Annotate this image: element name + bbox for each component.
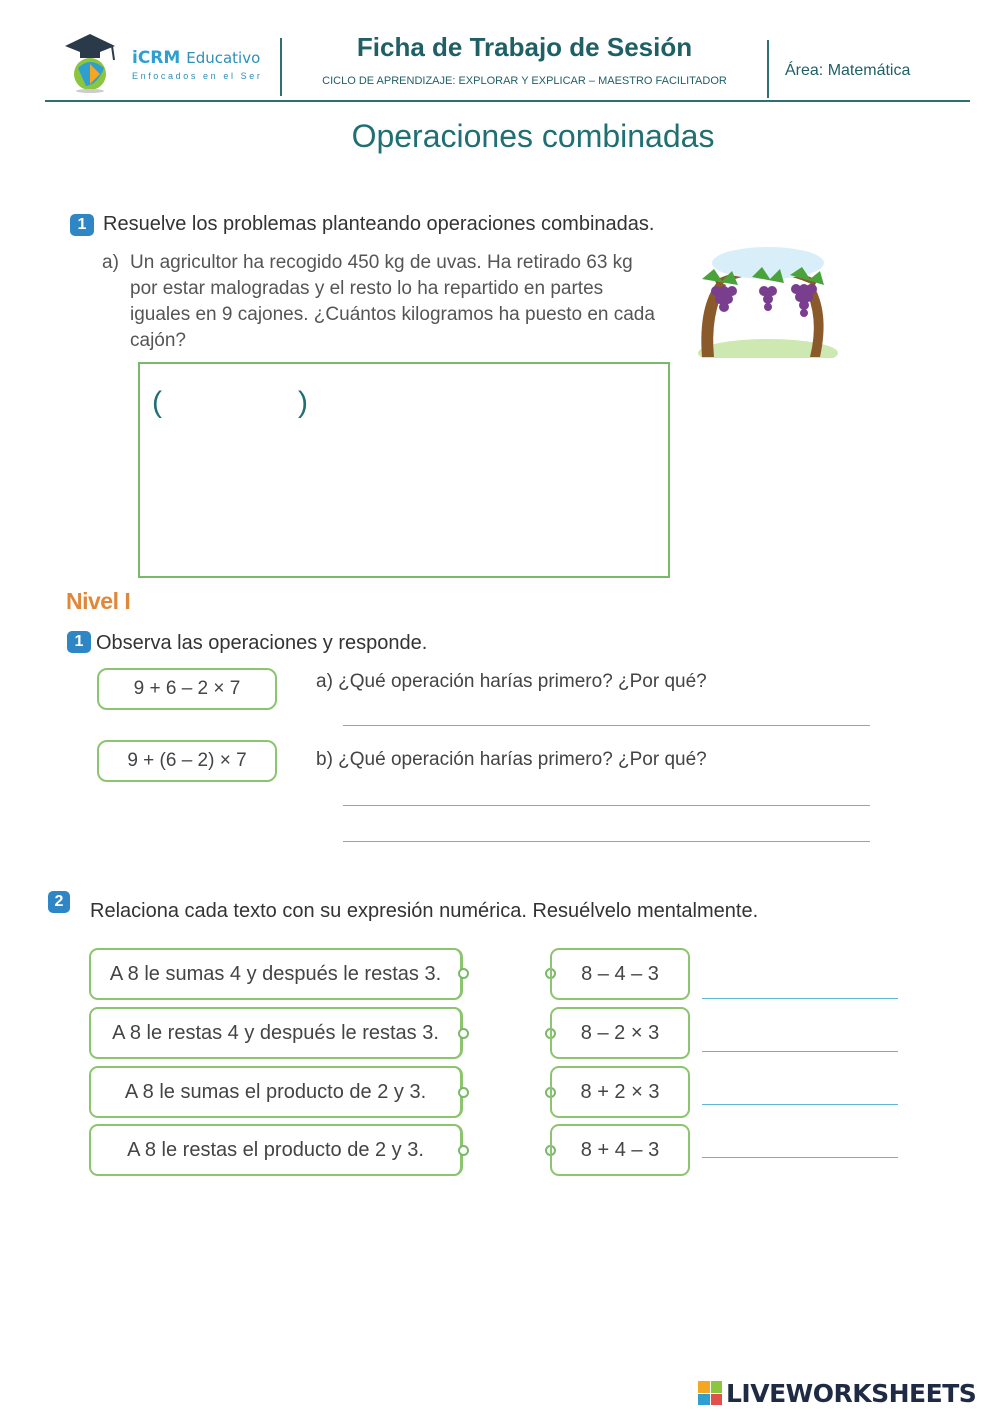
match-text-box: A 8 le restas el producto de 2 y 3. <box>89 1124 463 1176</box>
logo-wordmark: iCRM Educativo <box>132 48 261 68</box>
question-text: a) ¿Qué operación harías primero? ¿Por qué? <box>316 671 707 692</box>
page-title: Ficha de Trabajo de Sesión <box>356 32 693 62</box>
answer-line[interactable] <box>343 725 870 726</box>
brand-text: LIVEWORKSHEETS <box>726 1378 977 1408</box>
expression-box: 9 + 6 – 2 × 7 <box>97 668 277 710</box>
page-subtitle: CICLO DE APRENDIZAJE: EXPLORAR Y EXPLICAR – MAESTRO FACILITADOR <box>322 75 727 87</box>
answer-line[interactable] <box>702 1104 898 1105</box>
close-parenthesis: ) <box>298 386 308 419</box>
answer-line[interactable] <box>702 1051 898 1052</box>
worksheet-header <box>45 28 970 102</box>
answer-line[interactable] <box>343 805 870 806</box>
subject-area: Área: Matemática <box>785 62 911 79</box>
exercise-number-badge: 1 <box>70 214 94 236</box>
match-text-box: A 8 le sumas 4 y después le restas 3. <box>89 948 463 1000</box>
match-connector-dot[interactable] <box>458 1087 469 1098</box>
exercise-heading: Relaciona cada texto con su expresión numérica. Resuélvelo mentalmente. <box>90 900 759 922</box>
answer-line[interactable] <box>702 1157 898 1158</box>
logo-graduation-cap-icon <box>60 28 130 94</box>
match-expression-box: 8 – 2 × 3 <box>550 1007 690 1059</box>
problem-text: Un agricultor ha recogido 450 kg de uvas. Ha retirado 63 kg por estar malogradas y el resto lo ha repartido en partes iguales en 9 cajones. ¿Cuántos kilogramos ha puesto en cada cajón? <box>130 252 655 351</box>
answer-line[interactable] <box>702 998 898 999</box>
worksheet-title: Operaciones combinadas <box>351 118 715 154</box>
exercise-heading: Observa las operaciones y responde. <box>96 632 428 654</box>
match-expression-box: 8 + 2 × 3 <box>550 1066 690 1118</box>
header-divider <box>767 40 769 98</box>
match-text-box: A 8 le restas 4 y después le restas 3. <box>89 1007 463 1059</box>
exercise-heading: Resuelve los problemas planteando operaciones combinadas. <box>103 213 655 235</box>
logo-tagline: Enfocados en el Ser <box>132 71 263 81</box>
match-expression-box: 8 + 4 – 3 <box>550 1124 690 1176</box>
expression-box: 9 + (6 – 2) × 7 <box>97 740 277 782</box>
liveworksheets-brand <box>698 1378 976 1408</box>
match-text-box: A 8 le sumas el producto de 2 y 3. <box>89 1066 463 1118</box>
exercise-number-badge: 2 <box>48 891 70 913</box>
question-text: b) ¿Qué operación harías primero? ¿Por qué? <box>316 749 707 770</box>
logo <box>60 28 280 94</box>
match-connector-dot[interactable] <box>458 968 469 979</box>
level-heading: Nivel I <box>66 588 131 614</box>
open-parenthesis: ( <box>152 386 162 419</box>
match-connector-dot[interactable] <box>458 1028 469 1039</box>
answer-line[interactable] <box>343 841 870 842</box>
exercise-number-badge: 1 <box>67 631 91 653</box>
problem-label: a) <box>102 252 119 273</box>
grape-vine-illustration <box>692 245 844 358</box>
match-connector-dot[interactable] <box>458 1145 469 1156</box>
liveworksheets-logo-icon <box>698 1381 722 1405</box>
match-expression-box: 8 – 4 – 3 <box>550 948 690 1000</box>
answer-box[interactable] <box>138 362 670 578</box>
